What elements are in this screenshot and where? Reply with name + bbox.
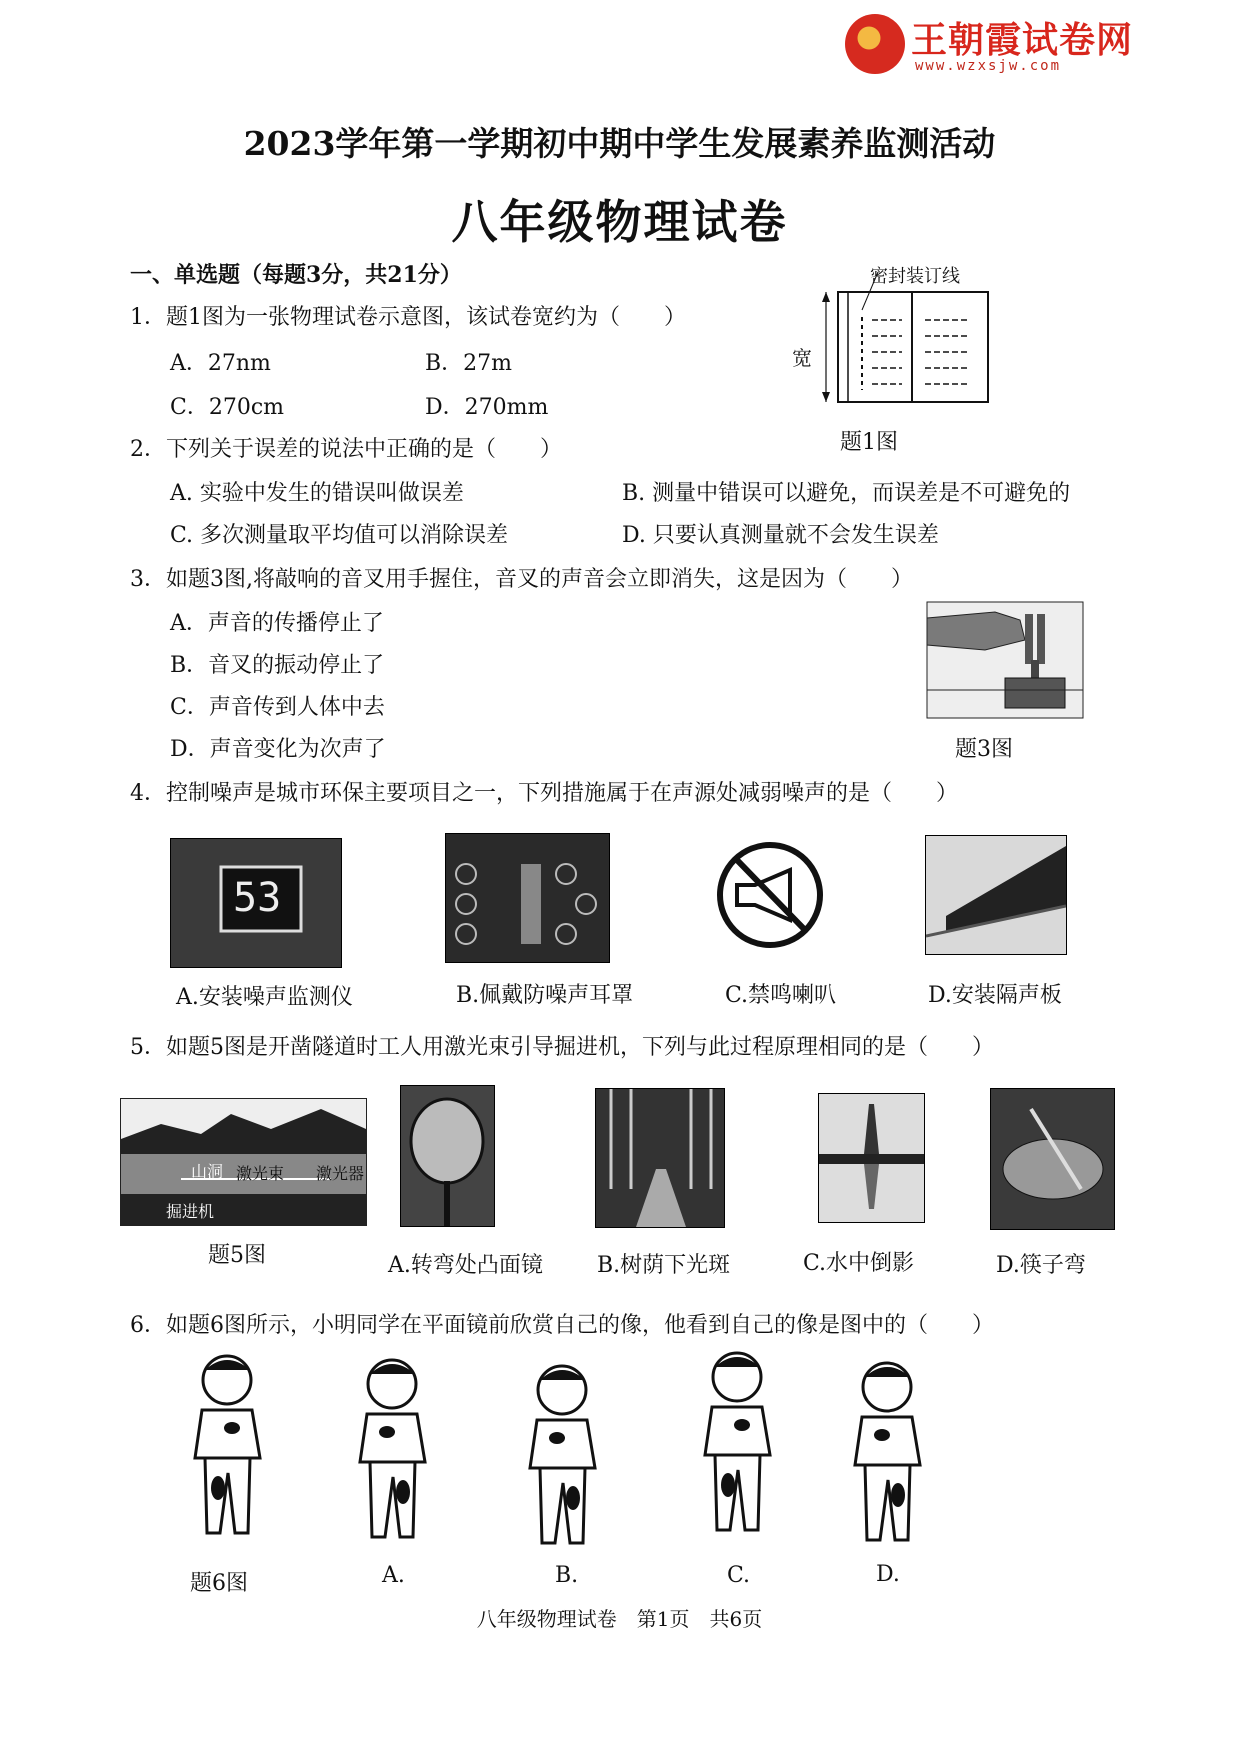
person-d-icon [840,1355,935,1555]
q5-fig-text-laser-beam: 激光束 [236,1164,285,1183]
q4-image-d [925,835,1067,955]
q6-option-d: D. [876,1562,900,1587]
q1-option-b: B．27m [425,351,513,376]
person-b-icon [515,1358,610,1558]
q6-option-a-person [345,1352,440,1552]
q2-option-b: B. 测量中错误可以避免，而误差是不可避免的 [622,481,1071,506]
logo-badge-icon [845,14,905,74]
q6-option-c: C. [727,1563,751,1588]
q2-option-c: C. 多次测量取平均值可以消除误差 [170,523,509,548]
q2-option-a: A. 实验中发生的错误叫做误差 [170,481,464,506]
exam-title-line1: 2023学年第一学期初中期中学生发展素养监测活动 [243,124,996,163]
q5-option-d: D.筷子弯 [996,1253,1086,1278]
q2-stem: 2．下列关于误差的说法中正确的是（ ） [130,437,562,462]
q6-option-a: A. [382,1563,405,1588]
q5-fig-text-laser: 激光器 [316,1164,365,1183]
tuning-fork-illustration [925,600,1085,720]
q4-option-d: D.安装隔声板 [928,983,1062,1008]
site-logo [845,10,1165,80]
q5-image-a [400,1085,495,1227]
q5-fig-text-cave: 山洞 [191,1162,224,1181]
q1-caption: 题1图 [840,430,898,455]
logo-name: 王朝霞试卷网 [911,20,1134,61]
q3-option-b: B．音叉的振动停止了 [170,653,385,678]
q1-option-d: D．270mm [425,395,549,420]
q6-figure-person [180,1348,275,1548]
q3-option-c: C．声音传到人体中去 [170,695,385,720]
logo-url: www.wzxsjw.com [915,58,1062,74]
noise-meter-display: 53 [233,875,282,921]
person-c-icon [690,1345,785,1545]
no-horn-sign-icon [715,830,825,960]
q1-stem: 1．题1图为一张物理试卷示意图，该试卷宽约为（ ） [130,305,686,330]
q1-option-c: C．270cm [170,395,285,420]
q6-option-b: B. [555,1563,579,1588]
q3-option-d: D．声音变化为次声了 [170,737,386,762]
q4-stem: 4．控制噪声是城市环保主要项目之一，下列措施属于在声源处减弱噪声的是（ ） [130,781,958,806]
q5-option-a: A.转弯处凸面镜 [388,1253,543,1278]
q5-image-d [990,1088,1115,1230]
q4-image-c [715,830,825,960]
q4-option-a: A.安装噪声监测仪 [176,985,353,1010]
q4-image-a [170,838,342,968]
page-footer: 八年级物理试卷 第1页 共6页 [476,1607,763,1631]
exam-title-line2: 八年级物理试卷 [451,195,788,249]
q1-figure [790,262,1000,412]
q4-option-b: B.佩戴防噪声耳罩 [456,983,634,1008]
q1-fig-label: 密封装订线 [870,266,960,287]
q5-image-c [818,1093,925,1223]
q5-image-b [595,1088,725,1228]
q5-option-c: C.水中倒影 [803,1251,915,1276]
q3-option-a: A．声音的传播停止了 [170,611,384,636]
q4-image-b [445,833,610,963]
section-heading: 一、单选题（每题3分，共21分） [130,262,462,288]
q4-option-c: C.禁鸣喇叭 [725,983,837,1008]
q1-fig-width-label: 宽 [792,346,812,370]
q3-caption: 题3图 [955,737,1013,762]
q6-option-c-person [690,1345,785,1545]
q5-stem: 5．如题5图是开凿隧道时工人用激光束引导掘进机，下列与此过程原理相同的是（ ） [130,1035,994,1060]
q5-option-b: B.树荫下光斑 [597,1253,731,1278]
q6-stem: 6．如题6图所示，小明同学在平面镜前欣赏自己的像，他看到自己的像是图中的（ ） [130,1313,994,1338]
q5-caption: 题5图 [208,1243,266,1268]
q6-caption: 题6图 [190,1571,248,1596]
q3-figure [925,600,1085,720]
person-a-icon [345,1352,440,1552]
q3-stem: 3．如题3图,将敲响的音叉用手握住，音叉的声音会立即消失，这是因为（ ） [130,567,913,592]
q1-option-a: A．27nm [170,351,271,376]
q5-fig-text-boring-machine: 掘进机 [166,1202,215,1221]
q6-option-b-person [515,1358,610,1558]
person-original-icon [180,1348,275,1548]
q6-option-d-person [840,1355,935,1555]
q2-option-d: D. 只要认真测量就不会发生误差 [622,523,939,548]
q5-figure [120,1098,367,1226]
